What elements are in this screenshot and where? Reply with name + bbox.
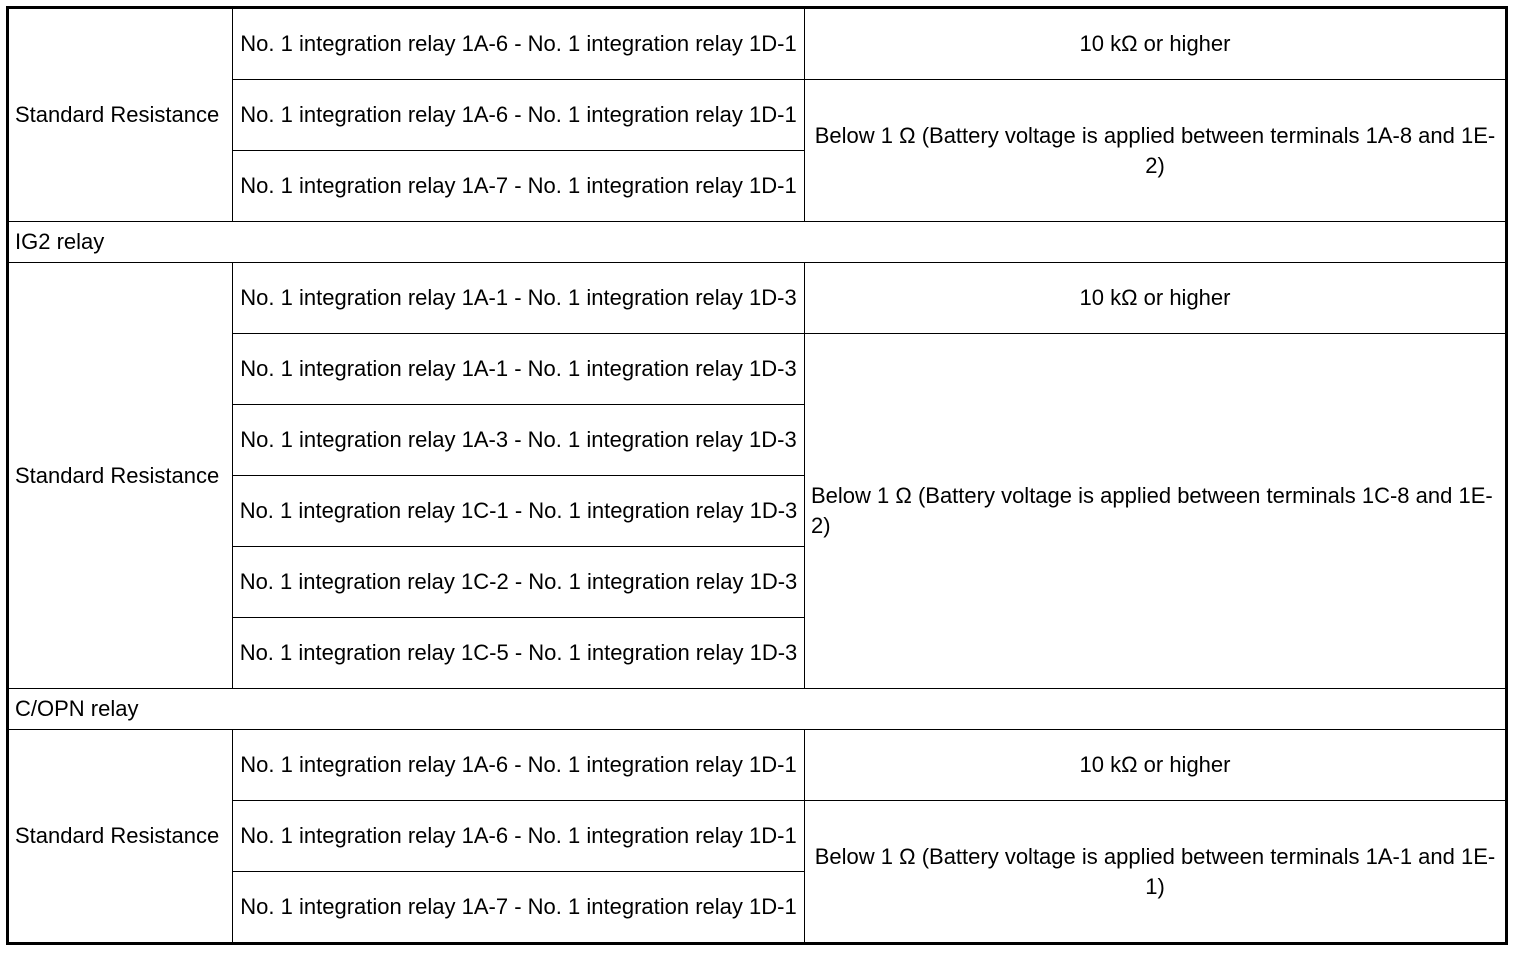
section-header-ig2-relay: IG2 relay [8, 222, 1507, 263]
measurement-condition-cell: No. 1 integration relay 1C-1 - No. 1 integration relay 1D-3 [233, 476, 805, 547]
measurement-condition-cell: No. 1 integration relay 1A-1 - No. 1 integration relay 1D-3 [233, 263, 805, 334]
measurement-condition-cell: No. 1 integration relay 1C-2 - No. 1 integration relay 1D-3 [233, 547, 805, 618]
spec-value-cell: 10 kΩ or higher [805, 730, 1507, 801]
spec-value-cell: Below 1 Ω (Battery voltage is applied between terminals 1A-8 and 1E-2) [805, 80, 1507, 222]
standard-resistance-label: Standard Resistance [8, 730, 233, 944]
spec-value-cell: 10 kΩ or higher [805, 8, 1507, 80]
table-row [8, 801, 1507, 872]
standard-resistance-label: Standard Resistance [8, 263, 233, 689]
measurement-condition-cell: No. 1 integration relay 1A-6 - No. 1 integration relay 1D-1 [233, 8, 805, 80]
measurement-condition-cell: No. 1 integration relay 1C-5 - No. 1 integration relay 1D-3 [233, 618, 805, 689]
section-header-row [8, 689, 1507, 730]
measurement-condition-cell: No. 1 integration relay 1A-6 - No. 1 integration relay 1D-1 [233, 80, 805, 151]
spec-value-cell: Below 1 Ω (Battery voltage is applied between terminals 1A-1 and 1E-1) [805, 801, 1507, 944]
section-header-copn-relay: C/OPN relay [8, 689, 1507, 730]
standard-resistance-label: Standard Resistance [8, 8, 233, 222]
spec-value-cell: Below 1 Ω (Battery voltage is applied between terminals 1C-8 and 1E-2) [805, 334, 1507, 689]
spec-value-cell: 10 kΩ or higher [805, 263, 1507, 334]
table-row [8, 730, 1507, 801]
measurement-condition-cell: No. 1 integration relay 1A-6 - No. 1 integration relay 1D-1 [233, 730, 805, 801]
table-row [8, 263, 1507, 334]
table-row [8, 80, 1507, 151]
measurement-condition-cell: No. 1 integration relay 1A-6 - No. 1 integration relay 1D-1 [233, 801, 805, 872]
section-header-row [8, 222, 1507, 263]
table-row [8, 8, 1507, 80]
measurement-condition-cell: No. 1 integration relay 1A-1 - No. 1 integration relay 1D-3 [233, 334, 805, 405]
resistance-spec-table [6, 6, 1508, 945]
measurement-condition-cell: No. 1 integration relay 1A-7 - No. 1 integration relay 1D-1 [233, 151, 805, 222]
measurement-condition-cell: No. 1 integration relay 1A-7 - No. 1 integration relay 1D-1 [233, 872, 805, 944]
measurement-condition-cell: No. 1 integration relay 1A-3 - No. 1 integration relay 1D-3 [233, 405, 805, 476]
table-row [8, 334, 1507, 405]
